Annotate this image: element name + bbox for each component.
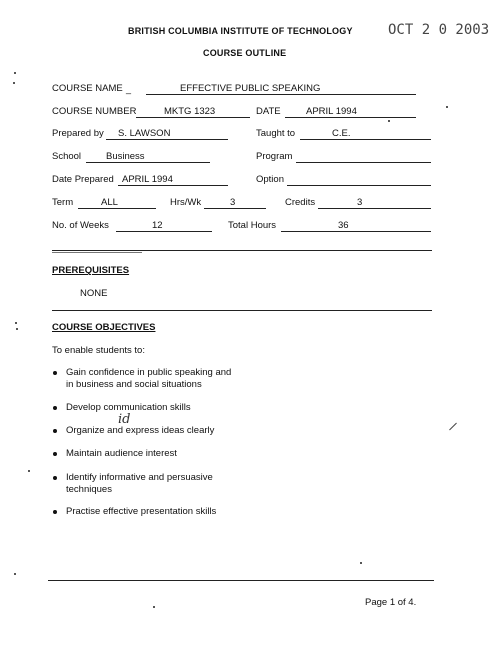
objectives-intro: To enable students to: bbox=[52, 345, 145, 356]
document-title: COURSE OUTLINE bbox=[203, 48, 287, 58]
credits-label: Credits bbox=[285, 197, 316, 208]
course-name-dash: _ bbox=[126, 84, 132, 94]
scan-speck bbox=[388, 120, 390, 122]
scan-speck bbox=[360, 562, 362, 564]
pen-mark bbox=[449, 423, 457, 431]
institution-name: BRITISH COLUMBIA INSTITUTE OF TECHNOLOGY bbox=[128, 26, 353, 36]
scan-speck bbox=[14, 72, 16, 74]
objectives-heading: COURSE OBJECTIVES bbox=[52, 322, 156, 333]
program-label: Program bbox=[256, 151, 293, 162]
taught-to-value: C.E. bbox=[332, 128, 351, 139]
date-value: APRIL 1994 bbox=[306, 106, 357, 117]
objective-item-6: Practise effective presentation skills bbox=[66, 506, 217, 517]
course-number-value: MKTG 1323 bbox=[164, 106, 216, 117]
scan-speck bbox=[16, 328, 18, 330]
date-prepared-value: APRIL 1994 bbox=[122, 174, 173, 185]
credits-value: 3 bbox=[357, 197, 363, 208]
section-divider bbox=[52, 250, 432, 251]
scan-speck bbox=[28, 470, 30, 472]
prerequisites-value: NONE bbox=[80, 288, 108, 299]
objective-item-3: Organize and express ideas clearly bbox=[66, 425, 215, 436]
prerequisites-divider bbox=[52, 310, 432, 311]
course-name-value: EFFECTIVE PUBLIC SPEAKING bbox=[180, 83, 321, 94]
objective-item-1-line1: Gain confidence in public speaking and bbox=[66, 367, 232, 378]
prepared-by-label: Prepared by bbox=[52, 128, 104, 139]
weeks-label: No. of Weeks bbox=[52, 220, 109, 231]
total-hours-line bbox=[281, 220, 431, 232]
weeks-value: 12 bbox=[152, 220, 163, 231]
objective-item-5-line2: techniques bbox=[66, 484, 112, 495]
footer-divider bbox=[48, 580, 434, 581]
option-label: Option bbox=[256, 174, 284, 185]
bullet-icon bbox=[53, 510, 57, 514]
option-line bbox=[287, 174, 431, 186]
weeks-line bbox=[116, 220, 212, 232]
bullet-icon bbox=[53, 452, 57, 456]
scan-speck bbox=[15, 322, 17, 324]
hrs-per-week-value: 3 bbox=[230, 197, 236, 208]
term-label: Term bbox=[52, 197, 74, 208]
date-label: DATE bbox=[256, 106, 281, 117]
credits-line bbox=[318, 197, 431, 209]
page-number: Page 1 of 4. bbox=[365, 597, 417, 608]
divider-artifact bbox=[52, 252, 142, 253]
objective-item-1-line2: in business and social situations bbox=[66, 379, 202, 390]
taught-to-line bbox=[300, 128, 431, 140]
handwritten-correction: id bbox=[118, 412, 131, 427]
objective-item-4: Maintain audience interest bbox=[66, 448, 177, 459]
taught-to-label: Taught to bbox=[256, 128, 296, 139]
prepared-by-value: S. LAWSON bbox=[118, 128, 171, 139]
hrs-per-week-label: Hrs/Wk bbox=[170, 197, 202, 208]
bullet-icon bbox=[53, 476, 57, 480]
scan-speck bbox=[446, 106, 448, 108]
program-line bbox=[296, 151, 431, 163]
school-value: Business bbox=[106, 151, 145, 162]
course-number-label: COURSE NUMBER bbox=[52, 106, 137, 117]
bullet-icon bbox=[53, 406, 57, 410]
school-line bbox=[86, 151, 210, 163]
course-name-label: COURSE NAME bbox=[52, 83, 123, 94]
bullet-icon bbox=[53, 429, 57, 433]
term-value: ALL bbox=[101, 197, 118, 208]
objective-item-5-line1: Identify informative and persuasive bbox=[66, 472, 213, 483]
scan-speck bbox=[153, 606, 155, 608]
bullet-icon bbox=[53, 371, 57, 375]
total-hours-value: 36 bbox=[338, 220, 349, 231]
date-prepared-label: Date Prepared bbox=[52, 174, 114, 185]
scan-speck bbox=[14, 573, 16, 575]
scan-speck bbox=[13, 82, 15, 84]
total-hours-label: Total Hours bbox=[228, 220, 277, 231]
prerequisites-heading: PREREQUISITES bbox=[52, 265, 130, 276]
school-label: School bbox=[52, 151, 82, 162]
received-date-stamp: OCT 2 0 2003 bbox=[388, 22, 490, 38]
objective-item-2: Develop communication skills bbox=[66, 402, 191, 413]
